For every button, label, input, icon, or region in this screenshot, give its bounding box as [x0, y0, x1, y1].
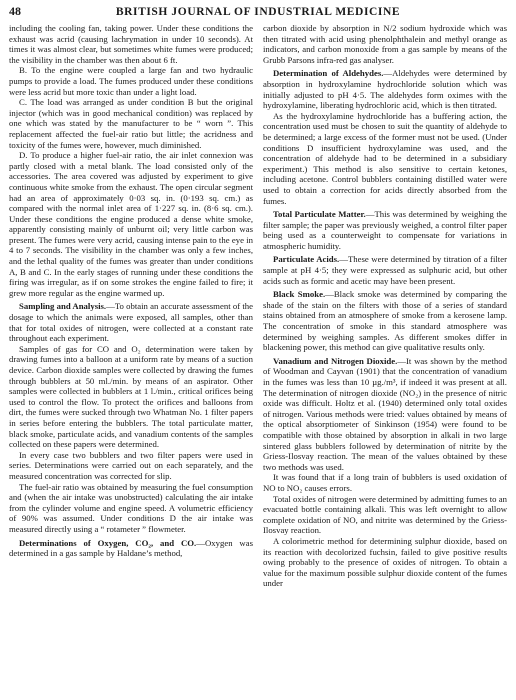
two-column-body: [9, 23, 507, 589]
section-paragraph: [263, 356, 507, 473]
page-number: 48: [9, 4, 21, 18]
paragraph: The fuel-air ratio was obtained by measuring the fuel consumption and (when the air intake was unobstructed) calculating the air intake from the cylinder volume and engine speed. A volumetric efficiency of 90% was assumed. Under conditions D the air intake was measured directly using a “ rotameter ” flowmeter.: [9, 481, 253, 534]
paragraph: In every case two bubblers and two filter papers were used in series. Determinations were carried out on each separately, and the measured concentration was corrected for slip.: [9, 449, 253, 481]
right-column: [263, 23, 507, 589]
paragraph: Total oxides of nitrogen were determined by admitting fumes to an evacuated bottle containing alkali. This was left overnight to allow complete oxidation of NO, and nitrite was determined by the Griess-Ilosvay reaction.: [263, 493, 507, 536]
paragraph: including the cooling fan, taking power. Under these conditions the exhaust was acrid (causing lachrymation in under 10 seconds). At times it was almost clear, but sometimes white fumes were produced; the visibility in the chamber was then about 6 ft.: [9, 23, 253, 65]
section-heading: Total Particulate Matter.: [273, 209, 366, 220]
paragraph: It was found that if a long train of bubblers is used oxidation of NO to NO₂ causes errors.: [263, 472, 507, 493]
section-heading: Determinations of Oxygen, CO₂, and CO.: [19, 537, 197, 548]
section-paragraph: [263, 68, 507, 110]
journal-title: BRITISH JOURNAL OF INDUSTRIAL MEDICINE: [115, 6, 401, 18]
paragraph: A colorimetric method for determining sulphur dioxide, based on its reaction with decolorized fuchsin, failed to give positive results owing probably to the presence of oxides of nitrogen. To obtain a value for the maximum possible sulphur dioxide content of the fumes under: [263, 535, 507, 589]
section-text: —Oxygen was determined in a gas sample by Haldane’s method,: [9, 537, 253, 559]
section-heading: Particulate Acids.: [273, 254, 340, 265]
section-text: —Black smoke was determined by comparing the shade of the stain on the filters with those of a series of standard stains obtained from an atmosphere of smoke from a kerosene lamp. The concentration of smoke in this standard atmosphere was determined by weighing samples. As different smokes differ in blackening power, this method can give qualitative results only.: [263, 289, 507, 353]
paragraph: D. To produce a higher fuel-air ratio, the air inlet connexion was partly closed with a metal blank. The load consisted only of the accessories. The area covered was adjusted by experiment to give continuous white smoke from the exhaust. The open circular segment had an area of approximately 0·03 sq. in. (0·193 sq. cm.) as compared with the normal inlet area of 1·227 sq. in. (8·6 sq. cm.). Under these conditions the engine produced a dense white smoke, apparently consisting mainly of unburnt oil; very little carbon was present. The fumes were very acrid, causing intense pain to the eye in 4 to 7 seconds. The visibility in the chamber was only a few inches, and the lethal quality of the fumes was greater than under conditions A, B and C. In the early stages of running under these conditions the firing was irregular, as if on some strokes the engine failed to fire; it grew more regular as the engine warmed up.: [9, 150, 253, 298]
paragraph: C. The load was arranged as under condition B but the original injector (which was in good mechanical condition) was replaced by one which was stated by the manufacturer to be “ worn ”. This replacement affected the fuel-air ratio but little; the acridness and toxicity of the fumes were, however, much diminished.: [9, 97, 253, 150]
section-text: —This was determined by weighing the filter sample; the paper was previously weighed, a control filter paper being used as a counterweight to compensate for variations in atmospheric humidity.: [263, 209, 507, 251]
section-heading: Vanadium and Nitrogen Dioxide.: [273, 355, 398, 366]
section-paragraph: [263, 209, 507, 251]
section-text: —To obtain an accurate assessment of the dosage to which the animals were exposed, all samples, other than that for total oxides of nitrogen, were collected at a constant rate throughout each experiment.: [9, 301, 253, 344]
paragraph: As the hydroxylamine hydrochloride has a buffering action, the concentration used must be chosen to suit the quantity of aldehyde to be determined; a large excess of the former must not be used. (Under conditions D insufficient hydroxylamine was used, and the concentration of aldehyde had to be determined in a subsidiary experiment.) This method is also sensitive to certain ketones, including acetone. Control bubblers containing distilled water were used to obtain a correction for acids directly absorbed from the fumes.: [263, 110, 507, 206]
section-text: —It was shown by the method of Woodman and Cayvan (1901) that the concentration of vanadium in the fumes was less than 10 µg./m³, if indeed it was present at all. The determination of nitrogen dioxide (NO₂) in the presence of nitric oxide was difficult. Holtz et al. (1940) determined only total oxides of nitrogen. Various methods were tried: values obtained by means of the optical absorptiometer of Sinkinson (1954) were found to be compatible with those obtained by absorption in alkali in two large sintered glass bubblers followed by determination of nitrite by the Griess-Ilosvay reaction. The mean of the values obtained by these two methods was used.: [263, 355, 507, 472]
section-heading: Black Smoke.: [273, 289, 326, 300]
section-heading: Determination of Aldehydes.: [273, 68, 384, 79]
section-text: —Aldehydes were determined by absorption in hydroxylamine hydrochloride solution which was initially adjusted to pH 4·5. The aldehydes form oximes with the hydroxylamine, liberating hydrochloric acid, which is then titrated.: [263, 68, 507, 111]
section-paragraph: [263, 254, 507, 286]
section-paragraph: [263, 289, 507, 353]
paragraph: carbon dioxide by absorption in N/2 sodium hydroxide which was then titrated with acid using phenolphthalein and methyl orange as indicators, and carbon monoxide from a gas sample by means of the Grubb Parsons infra-red gas analyser.: [263, 23, 507, 65]
section-heading: Sampling and Analysis.: [19, 301, 107, 312]
section-paragraph: [9, 538, 253, 559]
running-header: [9, 4, 507, 20]
paragraph: B. To the engine were coupled a large fan and two hydraulic pumps to provide a load. The fumes produced under these conditions were less acrid but more toxic than under a light load.: [9, 65, 253, 97]
section-text: —These were determined by titration of a filter sample at pH 4·5; they were expressed as sulphuric acid, but other acids such as formic and acetic may have been present.: [263, 254, 507, 286]
left-column: [9, 23, 253, 589]
paragraph: Samples of gas for CO and O₂ determination were taken by drawing fumes into a balloon at a uniform rate by means of a suction device. Carbon dioxide samples were collected by drawing the fumes through bubblers at 50 ml./min. by means of an aspirator. Other samples were collected in bubblers at 1 l./min., critical orifices being used to control the flow. To protect the orifices and balloons from dirt, the fumes were sucked through two Whatman No. 1 filter papers in series before entering the bubblers. The total particulate matter, black smoke, particulate acids, and vanadium contents of the samples collected on these papers were determined.: [9, 343, 253, 450]
section-paragraph: [9, 301, 253, 343]
